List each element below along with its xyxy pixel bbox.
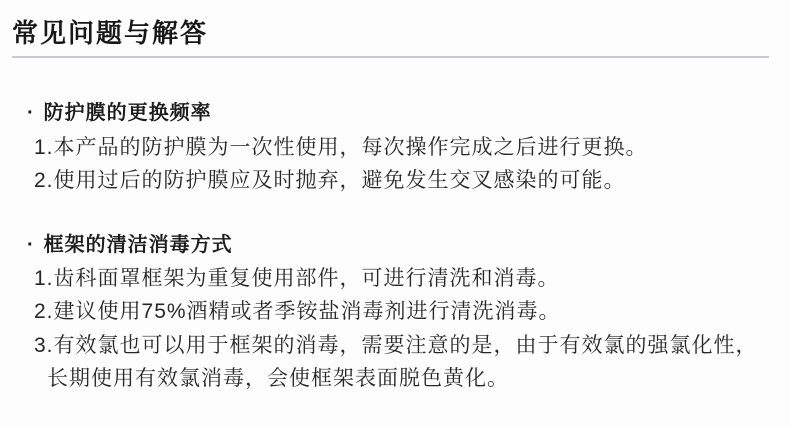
section-heading-frame-cleaning [27,234,233,256]
faq-item: 2.建议使用75%酒精或者季铵盐消毒剂进行清洗消毒。 [34,300,561,323]
page-title: 常见问题与解答 [12,18,209,48]
bullet-dot: · [27,102,35,124]
section-heading-text: 框架的清洁消毒方式 [43,234,233,256]
section-heading-text: 防护膜的更换频率 [43,102,212,124]
faq-item: 3.有效氯也可以用于框架的消毒，需要注意的是，由于有效氯的强氯化性， [34,334,758,357]
bullet-dot: · [27,234,35,256]
faq-item-continuation: 长期使用有效氯消毒，会使框架表面脱色黄化。 [47,367,509,390]
section-heading-film-replacement [27,102,212,124]
faq-item: 2.使用过后的防护膜应及时抛弃，避免发生交叉感染的可能。 [34,169,626,192]
faq-item: 1.本产品的防护膜为一次性使用，每次操作完成之后进行更换。 [34,136,648,159]
faq-item: 1.齿科面罩框架为重复使用部件，可进行清洗和消毒。 [34,267,560,290]
title-divider [12,56,769,58]
